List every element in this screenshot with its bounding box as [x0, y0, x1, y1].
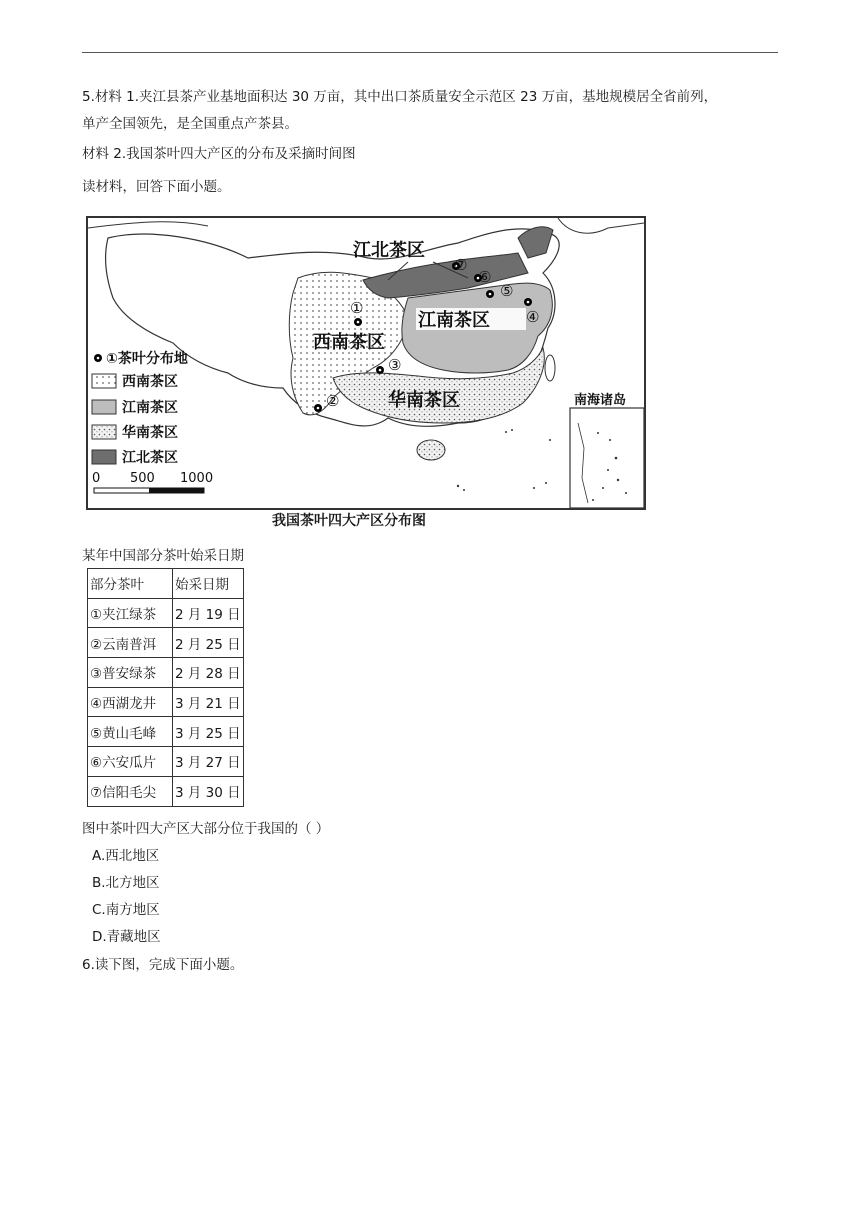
label-jiangbei: 江北茶区	[353, 240, 425, 261]
q5-instruction: 读材料，回答下面小题。	[82, 179, 231, 195]
table-cell-tea: ②云南普洱	[88, 628, 173, 658]
table-row	[88, 687, 244, 717]
marker-7-label: ⑦	[454, 256, 468, 274]
border-line	[88, 222, 208, 228]
border-line-east	[558, 218, 644, 233]
table-cell-tea: ③普安绿茶	[88, 658, 173, 688]
option-d[interactable]: D.青藏地区	[92, 929, 161, 945]
label-jiangnan: 江南茶区	[418, 310, 490, 331]
legend-item-xinan: 西南茶区	[122, 374, 178, 390]
table-cell-date: 3 月 25 日	[173, 717, 244, 747]
inset-label: 南海诸岛	[574, 393, 627, 408]
label-xinan: 西南茶区	[313, 332, 385, 353]
south-sea-inset	[570, 392, 644, 508]
q5-material1-line1: 5.材料 1.夹江县茶产业基地面积达 30 万亩，其中出口茶质量安全示范区 23 万亩，基地规模居全省前列，	[82, 89, 718, 105]
table-row	[88, 628, 244, 658]
scale-tick-1000: 1000	[180, 471, 214, 486]
q5-material1-line2: 单产全国领先，是全国重点产茶县。	[82, 116, 298, 132]
table-cell-date: 3 月 30 日	[173, 776, 244, 806]
table-cell-date: 2 月 28 日	[173, 658, 244, 688]
table-header-row	[88, 569, 244, 599]
question-stem: 图中茶叶四大产区大部分位于我国的（ ）	[82, 821, 330, 837]
taiwan-island	[545, 355, 555, 381]
table-row	[88, 598, 244, 628]
map-caption: 我国茶叶四大产区分布图	[272, 513, 426, 529]
scale-tick-0: 0	[92, 471, 101, 486]
marker-1-label: ①	[350, 299, 364, 317]
legend-item-jiangnan: 江南茶区	[122, 400, 178, 416]
table-cell-tea: ⑥六安瓜片	[88, 747, 173, 777]
option-b[interactable]: B.北方地区	[92, 875, 160, 891]
table-cell-tea: ⑤黄山毛峰	[88, 717, 173, 747]
table-cell-tea: ④西湖龙井	[88, 687, 173, 717]
table-row	[88, 776, 244, 806]
table-title: 某年中国部分茶叶始采日期	[82, 548, 244, 564]
jiangbei-region-area-ne	[518, 227, 553, 258]
option-c[interactable]: C.南方地区	[92, 902, 160, 918]
table-cell-date: 3 月 27 日	[173, 747, 244, 777]
table-cell-tea: ⑦信阳毛尖	[88, 776, 173, 806]
marker-4-label: ④	[526, 308, 540, 326]
legend-item-jiangbei: 江北茶区	[122, 450, 178, 466]
table-cell-date: 3 月 21 日	[173, 687, 244, 717]
table-row	[88, 747, 244, 777]
tea-harvest-table	[87, 568, 244, 807]
option-a[interactable]: A.西北地区	[92, 848, 160, 864]
hainan-island	[417, 440, 445, 460]
legend-marker-label: ①茶叶分布地	[106, 351, 188, 367]
marker-5-label: ⑤	[500, 282, 514, 300]
map-svg	[88, 218, 644, 508]
table-cell-date: 2 月 19 日	[173, 598, 244, 628]
table-header-cell: 始采日期	[173, 569, 244, 599]
marker-3-label: ③	[388, 356, 402, 374]
marker-2-label: ②	[326, 392, 340, 410]
q6-prompt: 6.读下图，完成下面小题。	[82, 957, 244, 973]
marker-7	[452, 256, 467, 274]
q5-material2-line: 材料 2.我国茶叶四大产区的分布及采摘时间图	[82, 146, 356, 162]
header-rule	[82, 52, 778, 53]
map-legend	[92, 350, 188, 466]
table-header-cell: 部分茶叶	[88, 569, 173, 599]
table-row	[88, 717, 244, 747]
label-huanan: 华南茶区	[388, 390, 460, 411]
marker-6-label: ⑥	[478, 268, 492, 286]
table-cell-tea: ①夹江绿茶	[88, 598, 173, 628]
small-islands	[457, 429, 551, 491]
scale-tick-500: 500	[130, 471, 155, 486]
legend-item-huanan: 华南茶区	[122, 425, 178, 441]
tea-region-map	[86, 216, 646, 510]
map-scale-bar	[92, 471, 213, 493]
table-cell-date: 2 月 25 日	[173, 628, 244, 658]
table-row	[88, 658, 244, 688]
